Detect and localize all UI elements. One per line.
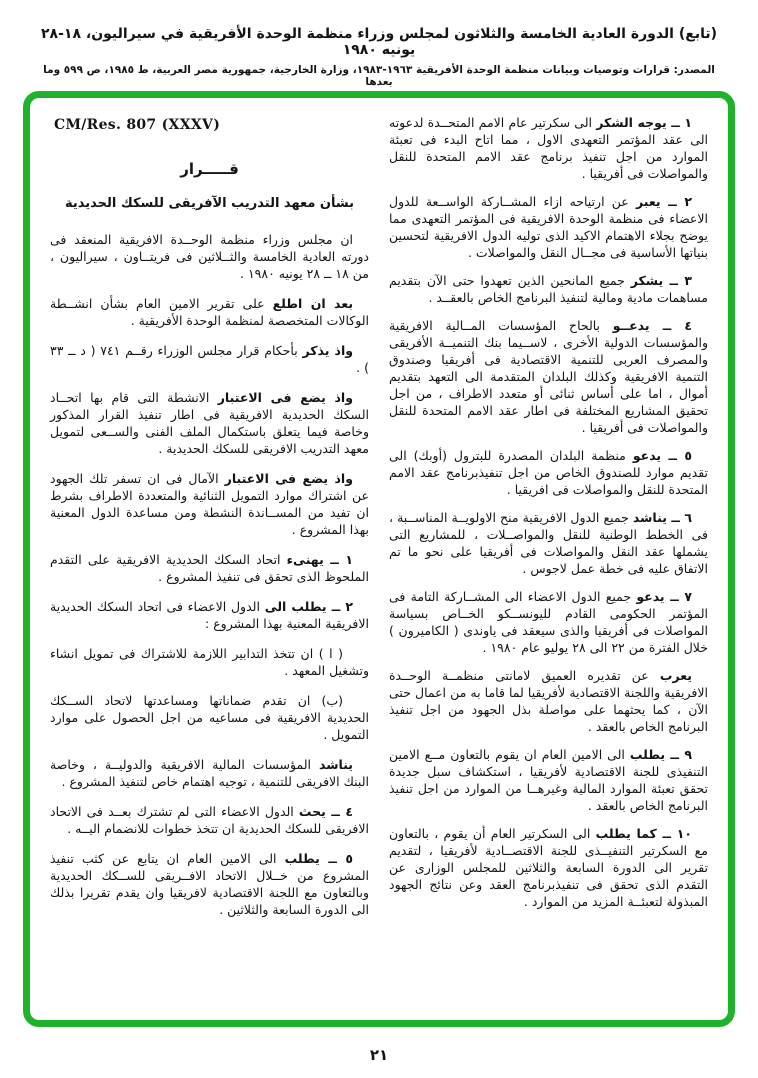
paragraph-text: الى سكرتير عام الامم المتحــدة لدعوته الى عقد المؤتمر التعهدى الاول ، مما اتاح البدء فى تعبئة الموارد من اجل تنفيذ برنامج عقد الامم المتحدة للنقل والمواصلات فى أفريقيا .: [389, 115, 708, 181]
paragraph-lead: بعد ان اطلع: [272, 296, 354, 312]
paragraph-lead: ١٠ ــ كما يطلب: [595, 826, 692, 841]
paragraph-lead: ٥ ــ يدعو: [632, 448, 692, 463]
paragraph: [389, 447, 708, 498]
green-border-box: [23, 91, 735, 1027]
continuation-column: [389, 114, 708, 1008]
two-column-layout: [50, 114, 708, 1008]
page-number: ٢١: [369, 1046, 389, 1064]
paragraph-lead: ١ ــ يوجه الشكر: [596, 115, 692, 130]
paragraph-text: بأحكام قرار مجلس الوزراء رقــم ٧٤١ ( د ــ ٣٣ ) .: [50, 343, 369, 376]
paragraph: [389, 746, 708, 814]
paragraph-text: الى الامين العام ان يقوم بالتعاون مــع الامين التنفيذى للجنة الاقتصادية لأفريقيا ، استكشاف سبل جديدة تحقق تعبئة الموارد المالية وغيرهــا من الموارد من اجل تنفيذ البرنامج الخاص بالعقد .: [389, 747, 708, 813]
paragraph-text: جميع المانحين الذين تعهدوا حتى الآن بتقديم مساهمات مادية ومالية لتنفيذ البرنامج الخاص بالعقــد .: [389, 273, 708, 305]
paragraph: [389, 667, 708, 735]
paragraph-subitem: [50, 692, 369, 743]
resolution-subheading: بشأن معهد التدريب الآفريقى للسكك الحديدية: [64, 196, 355, 212]
paragraph-text: (ب) ان تقدم ضماناتها ومساعدتها لاتحاد الســكك الحديدية الافريقية فى مساعيه من اجل الحصول على موارد التمويل .: [50, 693, 369, 743]
paragraph-subitem: [50, 645, 369, 679]
paragraph-text: منظمة البلدان المصدرة للبترول (أوبك) الى تقديم موارد للصندوق الخاص من اجل تنفيذبرنامج عقد الامم المتحدة للنقل والمواصلات فى افريقيا .: [389, 448, 708, 497]
paragraph: [50, 342, 369, 376]
paragraph-lead: واذ يضع فى الاعتبار: [224, 471, 353, 487]
paragraph-lead: واذ يذكر: [302, 343, 353, 359]
paragraph-lead: ٥ ــ يطلب: [284, 851, 353, 867]
paragraph-lead: ٣ ــ يشكر: [630, 273, 692, 288]
paragraph-lead: يعرب: [659, 668, 692, 683]
paragraph: [50, 470, 369, 538]
paragraph-text: ان مجلس وزراء منظمة الوحــدة الافريقية المنعقد فى دورته العادية الخامسة والثــلاثين فى فريتــاون ، سيراليون ، من ١٨ ــ ٢٨ يونيه ١٩٨٠ .: [50, 232, 369, 282]
paragraph-text: على تقرير الامين العام بشأن انشــطة الوكالات المتخصصة لمنظمة الوحدة الأفريقية .: [50, 296, 369, 329]
paragraph-text: الى السكرتير العام أن يقوم ، بالتعاون مع السكرتير التنفيــذى للجنة الاقتصــادية لأفريقيا ، لتقديم تقرير الى الدورة السابعة والثلاثين للمجلس الوزارى عن التقدم الذى تحقق فى تنفيذبرنامج العقد وعن نتائج الجهود المبذولة لتعبئــة المزيد من الموارد .: [389, 826, 708, 909]
paragraph: [50, 850, 369, 918]
paragraph-lead: ٢ ــ يطلب الى: [264, 599, 353, 615]
resolution-heading: قـــــرار: [180, 160, 239, 179]
paragraph-lead: ٦ ــ يناشد: [632, 510, 692, 525]
paragraph: [389, 825, 708, 910]
paragraph: [389, 317, 708, 436]
page-header: [34, 26, 724, 88]
resolution-column: [50, 114, 369, 1008]
paragraph-lead: ٧ ــ يدعو: [636, 589, 693, 604]
paragraph: [389, 193, 708, 261]
paragraph-lead: ٩ ــ يطلب: [629, 747, 692, 762]
paragraph-text: الدول الاعضاء فى اتحاد السكك الحديدية الافريقية المعنية بهذا المشروع :: [50, 599, 369, 632]
paragraph: [50, 551, 369, 585]
paragraph-text: المؤسسات المالية الافريقية والدوليــة ، وخاصة البنك الافريقى للتنمية ، توجيه اهتمام خاص لتنفيذ المشروع .: [50, 757, 369, 790]
paragraph-text: ( ا ) ان تتخذ التدابير اللازمة للاشتراك فى تمويل انشاء وتشغيل المعهد .: [50, 646, 369, 679]
paragraph-text: جميع الدول الافريقية منح الاولويــة المناســبة ، فى الخطط الوطنية للنقل والمواصــلات ، للمشاريع التى يشملها عقد النقل والمواصلات فى أفريقيا على نحو ما تم الاتفاق عليه فى خطة عمل لاجوس .: [389, 510, 708, 576]
paragraph: [389, 509, 708, 577]
paragraph-text: الانشطة التى قام بها اتحــاد السكك الحديدية الافريقية فى اطار تنفيذ القرار المذكور وخاصة فيما يتعلق باستكمال الملف الفنى والســعى لتمويل معهد التدريب الافريقى للسكك الحديدية .: [50, 390, 369, 457]
paragraph-text: جميع الدول الاعضاء الى المشــاركة التامة فى المؤتمر الحكومى القادم لليونســكو الخــاص بسياسة المواصلات فى أفريقيا والذى سيعقد فى ياوندى ( الكاميرون ) خلال الفترة من ٢٢ الى ٢٨ يوليو عام ١٩٨٠ .: [389, 589, 708, 655]
paragraph-text: بالحاح المؤسسات المــالية الافريقية والمؤسسات الدولية الأخرى ، لاســيما بنك التنميــة الأفريقى والمصرف العربى للتنمية الاقتصادية فى أفريقيا وصندوق التنمية الافريقية وكذلك البلدان المتقدمة الى التعهد بتقديم أموال ، اما على أساس ثنائى أو متعدد الاطراف ، من اجل تحقيق المشاريع المختلفة فى اطار عقد الامم المتحدة للنقل والمواصلات فى أفريقيا .: [389, 318, 708, 435]
resolution-reference: CM/Res. 807 (XXXV): [54, 117, 221, 133]
header-session-title: (تابع) الدورة العادية الخامسة والثلاثون لمجلس وزراء منظمة الوحدة الأفريقية في سيراليون، ١٨-٢٨ يونيه ١٩٨٠: [41, 26, 717, 58]
paragraph-lead: واذ يضع فى الاعتبار: [217, 390, 353, 406]
paragraph-text: الآمال فى ان تسفر تلك الجهود عن اشتراك موارد التمويل الثنائية والمتعددة الاطراف بشرط ان تفيد من المســاندة النشطة ومن مساعدة الدول المعنية بهذا المشروع .: [50, 471, 369, 538]
paragraph: [389, 588, 708, 656]
paragraph-lead: ٤ ــ يدعــو: [612, 318, 692, 333]
header-source-line: المصدر: قرارات وتوصيات وبيانات منظمة الوحدة الأفريقية ١٩٦٣-١٩٨٣، وزارة الخارجية، جمهورية مصر العربية، ط ١٩٨٥، ص ٥٩٩ وما بعدها: [43, 64, 715, 88]
paragraph: [50, 598, 369, 632]
paragraph: [50, 231, 369, 282]
paragraph-lead: ٤ ــ يحث: [298, 804, 353, 820]
paragraph-text: الدول الاعضاء التى لم تشترك بعــد فى الاتحاد الافريقى للسكك الحديدية ان تتخذ خطوات للانضمام اليــه .: [50, 804, 369, 837]
paragraph: [389, 114, 708, 182]
paragraph-lead: ١ ــ يهنىء: [286, 552, 353, 568]
paragraph: [50, 389, 369, 457]
paragraph: [50, 803, 369, 837]
paragraph: [389, 272, 708, 306]
paragraph: [50, 295, 369, 329]
paragraph-lead: ٢ ــ يعبر: [635, 194, 692, 209]
paragraph-text: اتحاد السكك الحديدية الافريقية على التقدم الملحوظ الذى تحقق فى تنفيذ المشروع .: [50, 552, 369, 585]
paragraph: [50, 756, 369, 790]
paragraph-text: عن تقديره العميق لامانتى منظمــة الوحــدة الافريقية واللجنة الاقتصادية لأفريقيا لما قاما به من اعمال حتى الآن ، كما يحثهما على مواصلة بذل الجهود من اجل تنفيذ البرنامج الخاص بالعقد .: [389, 668, 708, 734]
paragraph-text: عن ارتياحه ازاء المشــاركة الواســعة للدول الاعضاء فى منظمة الوحدة الافريقية فى المؤتمر التعهدى مما يوضح بجلاء الاهتمام الاكيد الذى توليه الدول الافريقية لتحسين بنياتها الأساسية فى مجــال النقل والمواصلات .: [389, 194, 708, 260]
paragraph-text: الى الامين العام ان يتابع عن كثب تنفيذ المشروع من خــلال الاتحاد الافــريقى للســكك الحديدية وبالتعاون مع اللجنة الاقتصادية لافريقيا وان يقدم تقريرا بذلك الى الدورة السابعة والثلاثين .: [50, 851, 369, 918]
paragraph-lead: يناشد: [319, 757, 354, 773]
